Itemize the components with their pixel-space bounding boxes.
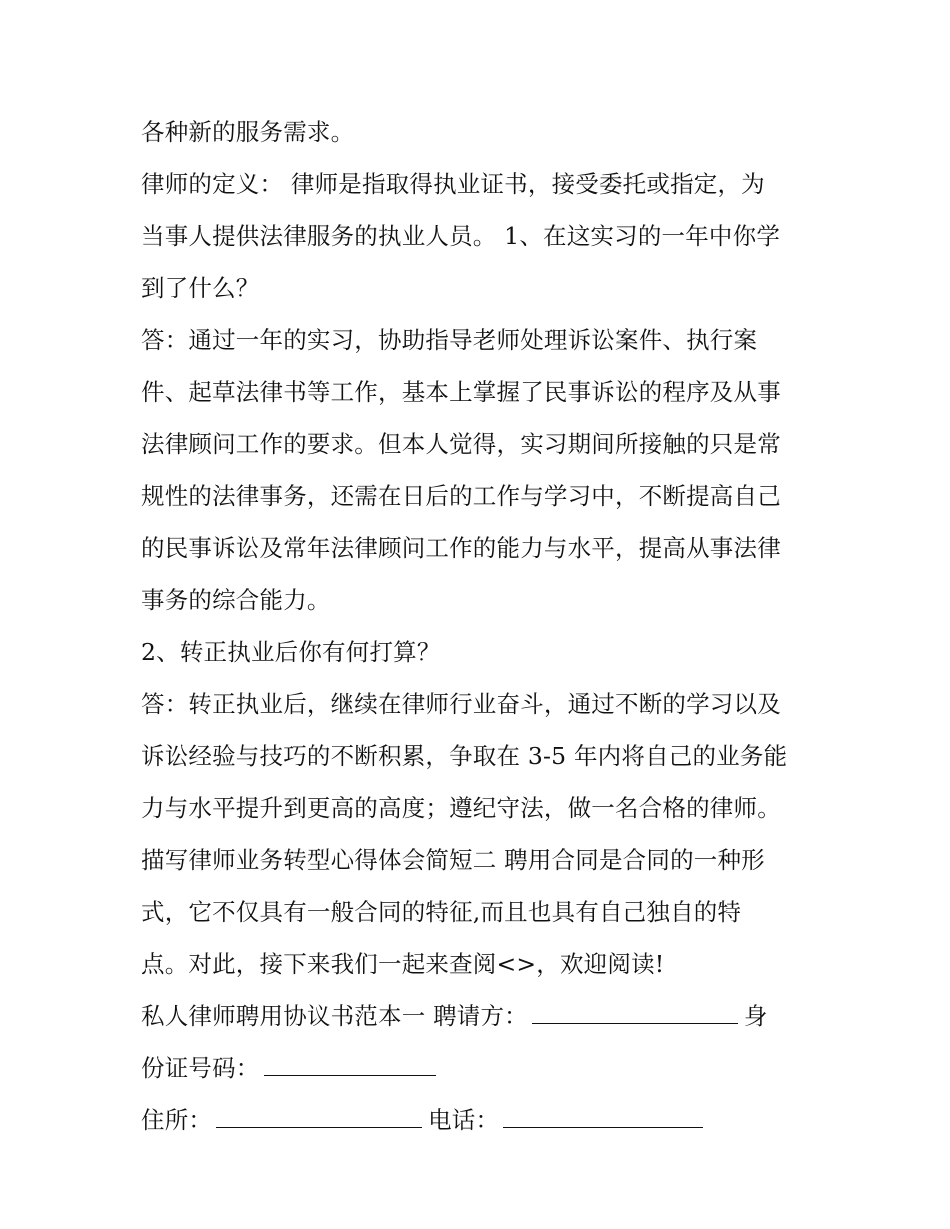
text-line: 答：通过一年的实习，协助指导老师处理诉讼案件、执行案 [141, 326, 758, 354]
text-line: 的民事诉讼及常年法律顾问工作的能力与水平，提高从事法律 [141, 534, 781, 562]
text-line: 描写律师业务转型心得体会简短二 聘用合同是合同的一种形 [141, 846, 765, 874]
text-line: 2、转正执业后你有何打算？ [141, 638, 441, 666]
text-line: 法律顾问工作的要求。但本人觉得，实习期间所接触的只是常 [141, 430, 781, 458]
text-line: 当事人提供法律服务的执业人员。 1、在这实习的一年中你学 [141, 222, 781, 250]
text-line: 到了什么？ [141, 274, 260, 302]
form-line-employer [141, 996, 831, 1036]
id-number-blank[interactable] [264, 1053, 436, 1076]
text-line: 答：转正执业后，继续在律师行业奋斗，通过不断的学习以及 [141, 690, 781, 718]
text-line: 力与水平提升到更高的高度；遵纪守法，做一名合格的律师。 [141, 794, 781, 822]
text-line: 诉讼经验与技巧的不断积累，争取在 3-5 年内将自己的业务能 [141, 742, 788, 770]
phone-label: 电话： [428, 1106, 500, 1134]
form-line-id-number [141, 1048, 831, 1088]
text-line: 事务的综合能力。 [141, 586, 331, 614]
address-label: 住所： [141, 1106, 213, 1134]
text-line: 律师的定义： 律师是指取得执业证书，接受委托或指定，为 [141, 170, 765, 198]
address-blank[interactable] [216, 1105, 422, 1128]
form-line-address-phone [141, 1100, 831, 1140]
id-label-start: 身 [743, 1002, 768, 1030]
text-line: 各种新的服务需求。 [141, 118, 355, 146]
text-line: 件、起草法律书等工作，基本上掌握了民事诉讼的程序及从事 [141, 378, 781, 406]
phone-blank[interactable] [503, 1105, 703, 1128]
employer-blank[interactable] [532, 1001, 738, 1024]
text-line: 规性的法律事务，还需在日后的工作与学习中，不断提高自己 [141, 482, 781, 510]
text-line: 式，它不仅具有一般合同的特征,而且也具有自己独自的特 [141, 898, 742, 926]
text-line: 点。对此，接下来我们一起来查阅<>，欢迎阅读! [141, 950, 665, 978]
id-number-label: 份证号码： [141, 1054, 260, 1082]
employer-label: 私人律师聘用协议书范本一 聘请方： [141, 1002, 528, 1030]
